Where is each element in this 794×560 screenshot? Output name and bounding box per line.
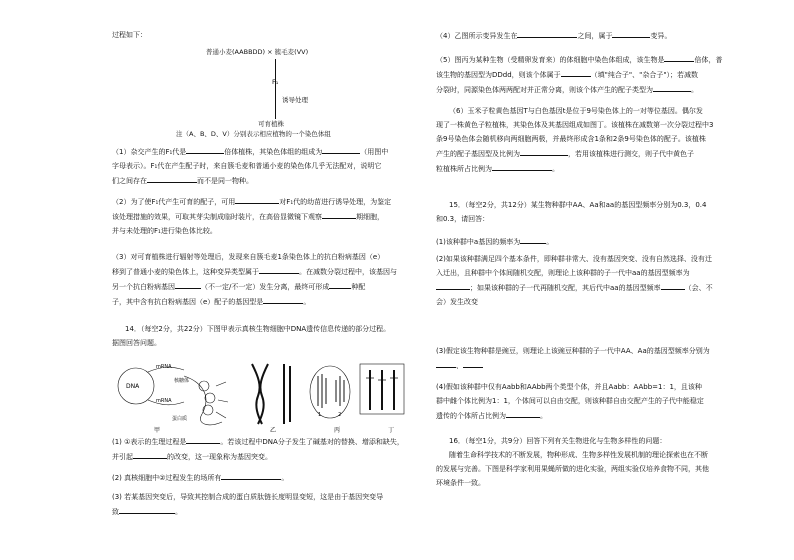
answer-blank[interactable]: [561, 67, 591, 77]
answer-blank[interactable]: [221, 470, 281, 480]
mrna-label-2: mRNA: [156, 398, 172, 404]
answer-blank[interactable]: [653, 82, 691, 92]
question-15-stem: 15．（每空2分，共12分）某生物种群中AA、Aa和aa的基因型频率分别为0.3，0.4 和0.3，请回答：: [436, 201, 707, 223]
fig-yi-label: 乙: [270, 427, 277, 434]
answer-blank[interactable]: [175, 279, 201, 289]
ribosome: [203, 405, 213, 415]
answer-blank[interactable]: [259, 264, 299, 274]
answer-blank[interactable]: [133, 449, 167, 459]
fig-num-1: 1: [318, 412, 322, 418]
question-14-2: (2) 真核细胞中②过程发生的场所有 。: [112, 470, 408, 485]
answer-blank[interactable]: [263, 294, 303, 304]
question-15-2: (2)如果该种群满足四个基本条件，即种群非常大、没有基因突变、没有自然选择、没有迁 入迁出，且种群中个体间随机交配，则理论上该种群的子一代中aa的基因型频率为 ；如果该种群的子一代再随机交配，其后代中aa的基因型频率 （会、不 会）发生改变: [436, 255, 713, 306]
question-14-3: (3) 若某基因突变后，导致其控制合成的蛋白质肽链长度明显变短，这是由于基因突变导 致 。: [112, 493, 384, 516]
answer-blank[interactable]: [492, 161, 552, 171]
answer-blank[interactable]: [119, 504, 175, 514]
cross-label: 普通小麦(AABBDD) × 簇毛麦(VV): [206, 48, 309, 56]
question-r4: （4）乙图所示变异发生在 之间，属于 变异。: [436, 28, 782, 43]
ribosome-label: 核糖体: [174, 378, 190, 384]
flow-note: 注（A、B、D、V）分别表示相应植物的一个染色体组: [176, 130, 331, 138]
answer-blank[interactable]: [520, 146, 568, 156]
question-r6: （6）玉米子粒黄色基因T与白色基因t是位于9号染色体上的一对等位基因。偶尔发 现了一株黄色子粒植株，其染色体及其基因组成如图丁。该植株在减数第一次分裂过程中3 条9号染色体会随机移向两细胞两极，并最终形成含1条和2条9号染色体的配子。该植株 产生的配子基因型及比例为 ，若用该植株进行测交，则子代中黄色子 粒植株所占比例为 。: [436, 107, 714, 173]
plant-label: 可育植株: [258, 120, 284, 128]
question-2: （2）为了使F₁代产生可育的配子，可用 对F₁代的幼苗进行诱导处理，为鉴定 该处理措施的效果，可取其芽尖制成临时装片，在高倍显微镜下观察 期细胞， 并与未处理的F₁进行染色体比较。: [112, 194, 408, 238]
figure-yi: [252, 364, 290, 424]
answer-blank[interactable]: [322, 144, 360, 154]
dna-figure: [112, 356, 408, 434]
question-r5: （5）图丙为某种生物（受精卵发育来）的体细胞中染色体组成，该生物是 倍体，普 该生物的基因型为DDdd，则该个体属于 （填"纯合子"、"杂合子"）；若减数 分裂时，同源染色体两两配对并正常分离，则该个体产生的配子类型为 。: [436, 52, 782, 97]
question-14-1: (1) ①表示的生理过程是 。若该过程中DNA分子发生了碱基对的替换、增添和缺失， 并引起 的改变，这一现象称为基因突变。: [112, 434, 408, 464]
question-15-4: (4)假如该种群中仅有Aabb和AAbb两个类型个体，并且Aabb：AAbb=1：1，且该种 群中雌个体比例为1：1，个体间可以自由交配，则该种群自由交配产生的子代中能稳定 遗传的个体所占比例为 。: [436, 383, 704, 420]
question-3: （3）对可育植株进行辐射等处理后，发现来自簇毛麦1条染色体上的抗白粉病基因（e） 移到了普通小麦的染色体上，这种变异类型属于 。在减数分裂过程中，该基因与 另一个抗白粉病基因 （不一定/不一定）发生分离，最终可形成 种配 子，其中含有抗白粉病基因（e）配子的基因型是 。: [112, 253, 397, 306]
fig-jia-label: 甲: [154, 427, 161, 434]
question-16: 16．（每空1分，共9分）回答下列有关生物进化与生物多样性的问题： 随着生命科学技术的不断发展，物种形成、生物多样性发展机制的理论探索也在不断 的发展与完善。下图是科学家利用果蝇所做的进化实验，两组实验仅培养食物不同，其他 环境条件一致。: [436, 437, 709, 487]
question-1: （1）杂交产生的F₁代是 倍体植株，其染色体组的组成为 （用图中 字母表示）。F₁代在产生配子时，来自簇毛麦和普通小麦的染色体几乎无法配对，说明它 们之间存在 而不是同一物种。: [112, 144, 408, 188]
answer-blank[interactable]: [463, 358, 483, 368]
f1-label: F₁: [272, 78, 279, 86]
answer-blank[interactable]: [329, 279, 351, 289]
answer-blank[interactable]: [436, 280, 470, 290]
fig-bing-label: 丙: [334, 427, 341, 434]
answer-blank[interactable]: [322, 209, 356, 219]
answer-blank[interactable]: [664, 52, 694, 62]
breeding-flow-diagram: [112, 48, 408, 138]
question-14-stem: 14．（每空2分，共22分）下图甲表示真核生物细胞中DNA遗传信息传递的部分过程。 据图回答问题。: [112, 325, 391, 347]
answer-blank[interactable]: [186, 434, 220, 444]
question-15-1: (1)该种群中a基因的频率为 。: [436, 234, 782, 249]
dna-label: DNA: [126, 383, 140, 390]
fig-ding-label: 丁: [388, 427, 395, 434]
protein-label: 蛋白质: [172, 416, 188, 422]
answer-blank[interactable]: [520, 234, 546, 244]
flow-arrow-line: [275, 59, 276, 119]
ribosome: [205, 393, 215, 403]
answer-blank[interactable]: [506, 408, 540, 418]
answer-blank[interactable]: [186, 144, 224, 154]
question-15-3: (3)假定该生物种群是豌豆，则理论上该豌豆种群的子一代中AA、Aa的基因型频率分别为 、: [436, 347, 710, 370]
answer-blank[interactable]: [235, 194, 279, 204]
treat-label: 诱导处理: [282, 96, 308, 104]
figure-ding: [360, 364, 404, 414]
answer-blank[interactable]: [147, 173, 197, 183]
mrna-strand: [184, 376, 222, 425]
figure-bing: [310, 366, 350, 418]
answer-blank[interactable]: [517, 28, 577, 38]
mrna-label: mRNA: [156, 364, 172, 370]
answer-blank[interactable]: [612, 28, 650, 38]
intro-text: 过程如下：: [112, 31, 147, 39]
peptide-chain: [216, 382, 228, 418]
answer-blank[interactable]: [436, 358, 456, 368]
fig-num-2: 2: [338, 412, 342, 418]
answer-blank[interactable]: [661, 280, 685, 290]
